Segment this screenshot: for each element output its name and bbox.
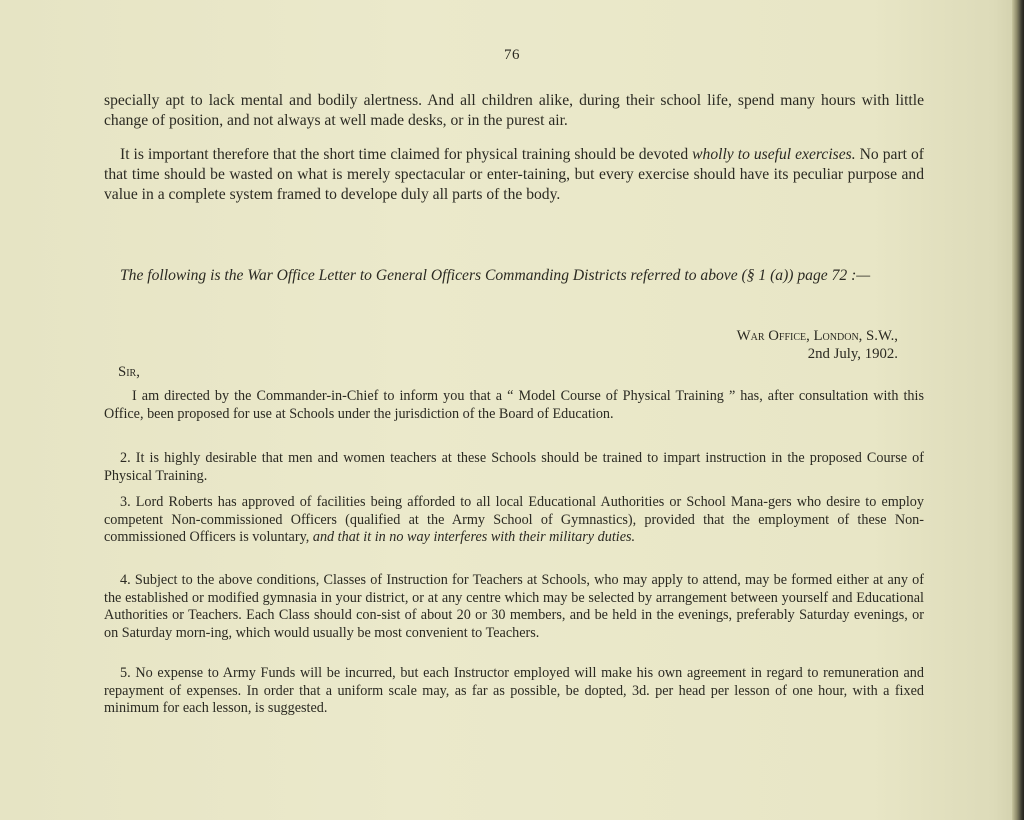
- letter-paragraph-3-emphasis: and that it in no way interferes with their military duties.: [312, 529, 636, 545]
- letter-paragraph-1: I am directed by the Commander-in-Chief to inform you that a “ Model Course of Physical Training ” has, after consultation with this Office, been proposed for use at Schools under the jurisdiction of the Board of Education.: [104, 388, 924, 422]
- letter-paragraph-3-text: 3. Lord Roberts has approved of facilities being afforded to all local Educational Authorities or School Mana-gers who desire to employ competent Non-commissioned Officers (qualified at the Army School of Gymnastics), provided that the employment of these Non-commissioned Officers is voluntary,: [104, 494, 924, 545]
- intro-paragraph-1: specially apt to lack mental and bodily alertness. And all children alike, during their school life, spend many hours with little change of position, and not always at well made desks, or in the purest air.: [104, 92, 924, 129]
- letter-heading: The following is the War Office Letter to General Officers Commanding Districts referred to above (§ 1 (a)) page 72 :—: [120, 267, 871, 284]
- letter-paragraph-4: 4. Subject to the above conditions, Classes of Instruction for Teachers at Schools, who may apply to attend, may be formed either at any of the established or modified gymnasia in your district, or at any centre which may be selected by arrangement between yourself and Educational Authorities or Teachers. Each Class should con-sist of about 20 or 30 members, and be held in the evenings, preferably Saturday evenings, or on Saturday morn-ing, which would usually be most convenient to Teachers.: [104, 572, 924, 641]
- intro-paragraph-2-emphasis: wholly to useful exercises.: [692, 146, 856, 163]
- page-number: 76: [504, 47, 520, 63]
- letter-salutation: Sir,: [118, 364, 140, 380]
- intro-paragraph-2: [104, 145, 924, 205]
- book-binding-edge: [1012, 0, 1024, 820]
- letter-address: War Office, London, S.W.,: [736, 328, 898, 344]
- letter-paragraph-3: [104, 494, 924, 547]
- intro-paragraph-2-text-a: It is important therefore that the short time claimed for physical training should be devoted: [120, 146, 693, 163]
- letter-date: 2nd July, 1902.: [807, 346, 898, 362]
- letter-paragraph-2: 2. It is highly desirable that men and women teachers at these Schools should be trained to impart instruction in the proposed Course of Physical Training.: [104, 450, 924, 484]
- letter-paragraph-5: 5. No expense to Army Funds will be incurred, but each Instructor employed will make his own agreement in regard to remuneration and repayment of expenses. In order that a uniform scale may, as far as possible, be dopted, 3d. per head per lesson of one hour, with a fixed minimum for each lesson, is suggested.: [104, 665, 924, 716]
- intro-paragraph-2-text-b: No part of that time should be wasted on what is merely spectacular or enter-taining, but every exercise should have its peculiar purpose and value in a complete system framed to develope duly all parts of the body.: [104, 146, 924, 203]
